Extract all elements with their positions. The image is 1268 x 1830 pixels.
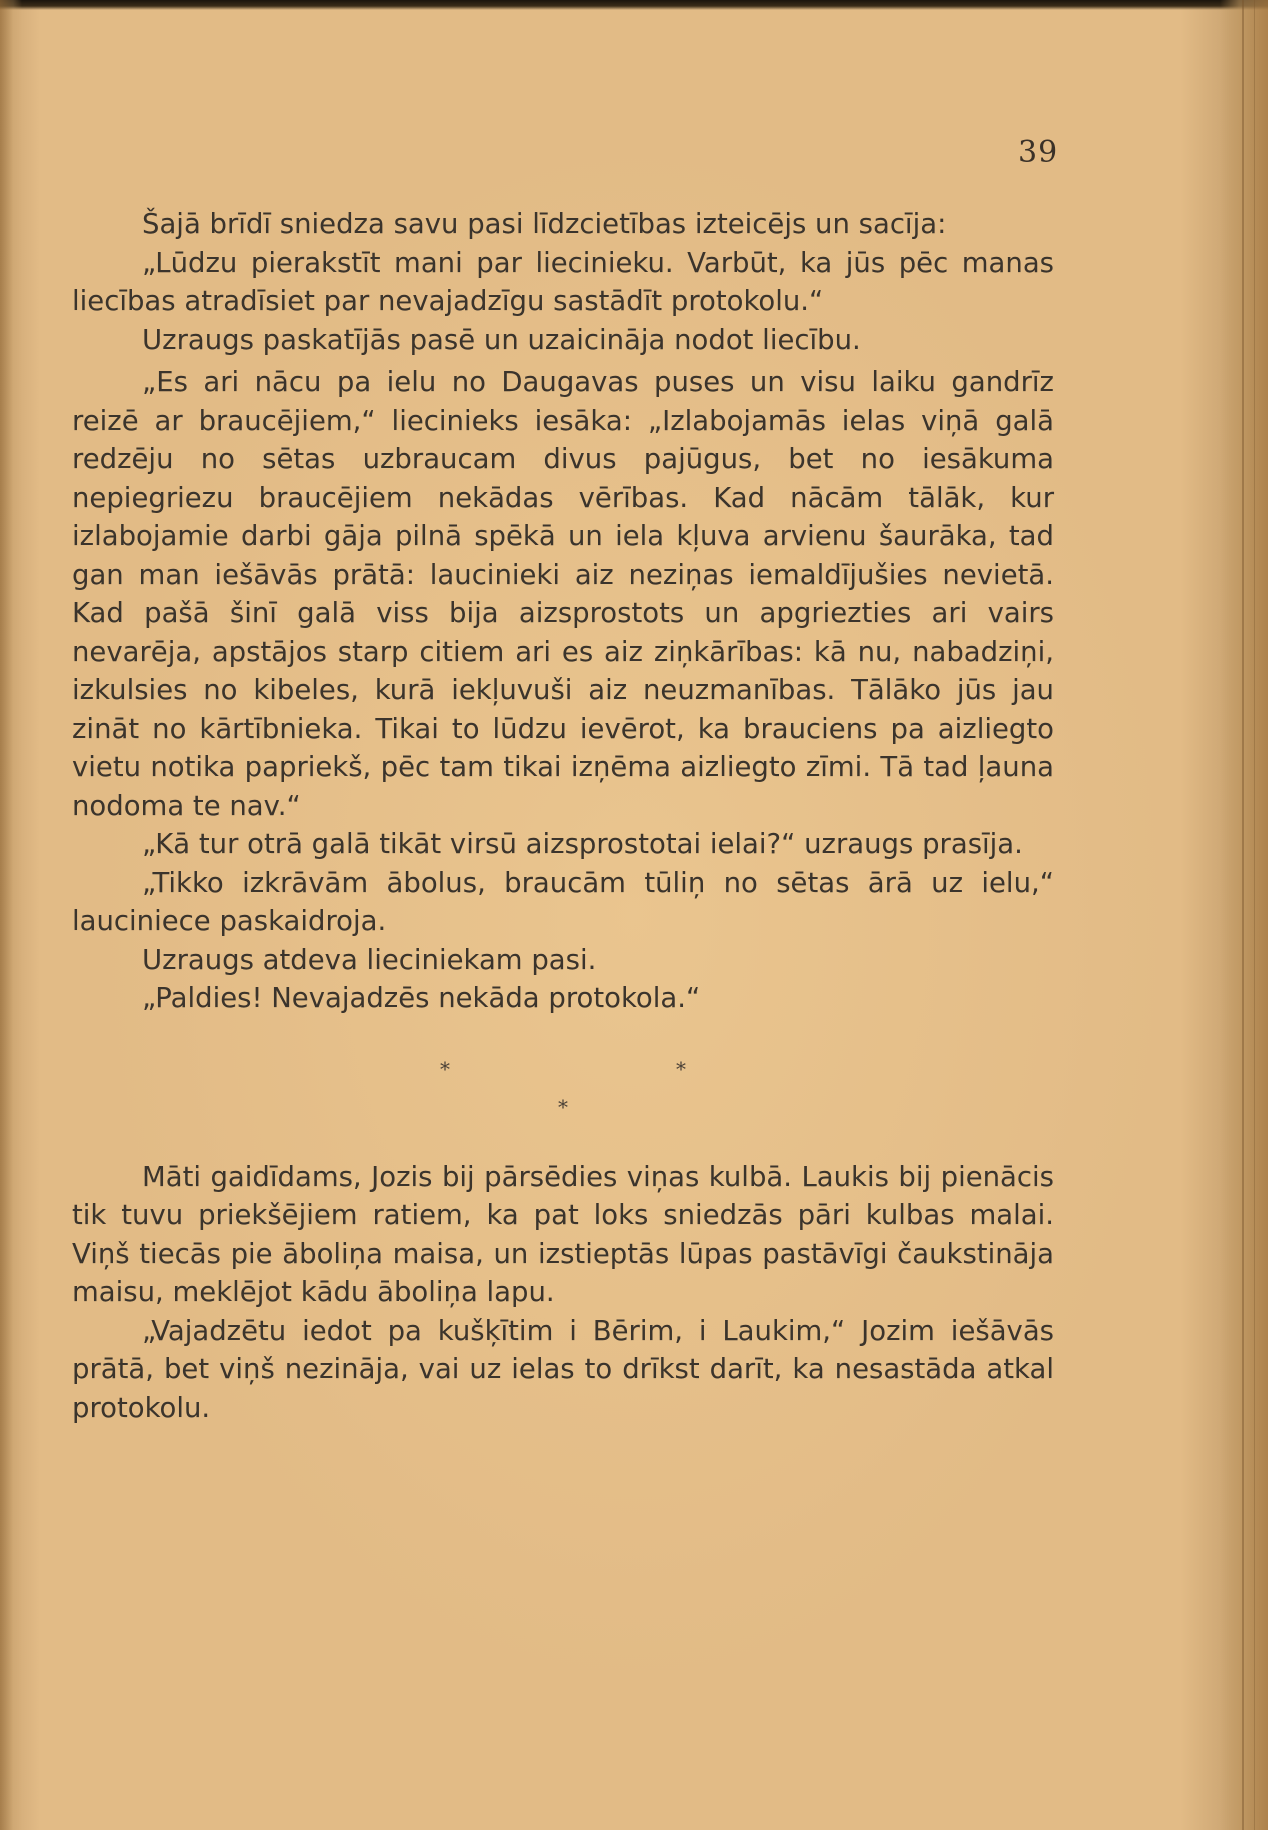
page-right-edge: [1220, 0, 1268, 1830]
section-separator: [72, 1028, 1054, 1148]
separator-asterisk: *: [676, 1056, 686, 1081]
paragraph: „Vajadzētu iedot pa kušķītim i Bērim, i Laukim,“ Jozim iešāvās prātā, bet viņš nezināja, vai uz ielas to drīkst darīt, ka nesastāda atkal protokolu.: [72, 1314, 1054, 1424]
paragraph: „Es ari nācu pa ielu no Daugavas puses un visu laiku gandrīz reizē ar braucējiem,“ liecinieks iesāka: „Izlabojamās ielas viņā galā redzēju no sētas uzbraucam divus pajūgus, bet no iesākuma nepiegriezu braucējiem nekādas vērības. Kad nācām tālāk, kur izlabojamie darbi gāja pilnā spēkā un iela kļuva arvienu šaurāka, tad gan man iešāvās prātā: laucinieki aiz neziņas iemaldījušies nevietā. Kad pašā šinī galā viss bija aizsprostots un apgriezties ari vairs nevarēja, apstājos starp citiem ari es aiz ziņkārības: kā nu, nabadziņi, izkulsies no kibeles, kurā iekļuvuši aiz neuzmanības. Tālāko jūs jau zināt no kārtībnieka. Tikai to lūdzu ievērot, ka brauciens pa aizliegto vietu notika papriekš, pēc tam tikai izņēma aizliegto zīmi. Tā tad ļauna nodoma te nav.“: [72, 366, 1054, 822]
section-two: [72, 1158, 1054, 1428]
paragraph: Šajā brīdī sniedza savu pasi līdzcietības izteicējs un sacīja:: [142, 208, 947, 240]
paragraph: „Paldies! Nevajadzēs nekāda protokola.“: [142, 982, 701, 1014]
paragraph: „Tikko izkrāvām ābolus, braucām tūliņ no sētas ārā uz ielu,“ lauciniece paskaidroja.: [72, 866, 1054, 937]
page-left-edge: [0, 0, 22, 1830]
paragraph: „Lūdzu pierakstīt mani par liecinieku. Varbūt, ka jūs pēc manas liecības atradīsiet par nevajadzīgu sastādīt protokolu.“: [72, 246, 1054, 317]
page-text: [72, 205, 1054, 1427]
paragraph: Māti gaidīdams, Jozis bij pārsēdies viņas kulbā. Laukis bij pienācis tik tuvu priekšējiem ratiem, ka pat loks sniedzās pāri kulbas malai. Viņš tiecās pie āboliņa maisa, un izstieptās lūpas pastāvīgi čaukstināja maisu, meklējot kādu āboliņa lapu.: [72, 1160, 1054, 1308]
page-number: 39: [1018, 135, 1059, 170]
page-top-edge: [0, 0, 1268, 10]
paragraph: Uzraugs atdeva lieciniekam pasi.: [142, 943, 597, 976]
separator-asterisk: *: [440, 1056, 450, 1081]
paragraph: Uzraugs paskatījās pasē un uzaicināja nodot liecību.: [142, 323, 861, 356]
paragraph: „Kā tur otrā galā tikāt virsū aizsprostotai ielai?“ uzraugs prasīja.: [142, 828, 1023, 860]
separator-asterisk: *: [558, 1094, 568, 1119]
